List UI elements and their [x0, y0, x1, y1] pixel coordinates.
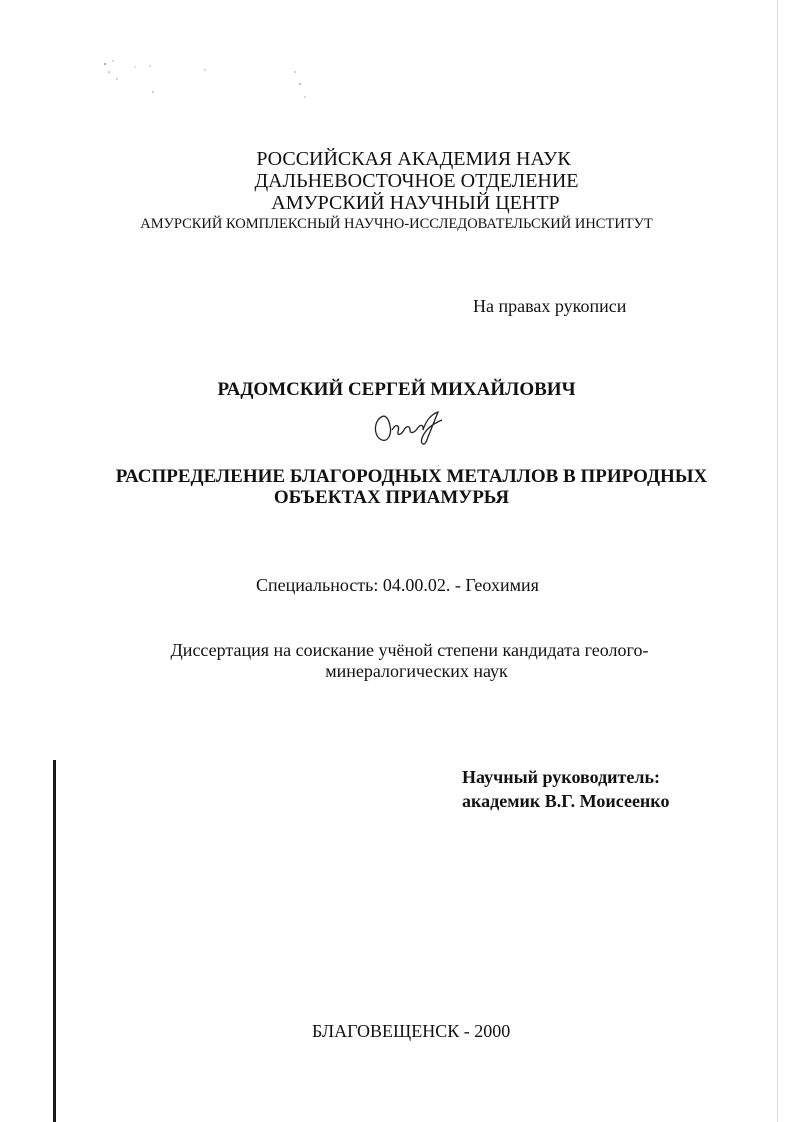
city-year: БЛАГОВЕЩЕНСК - 2000 [312, 1021, 511, 1041]
dissertation-title [0, 466, 793, 508]
institution-line: АМУРСКИЙ КОМПЛЕКСНЫЙ НАУЧНО-ИССЛЕДОВАТЕЛЬСКИЙ ИНСТИТУТ [140, 216, 653, 232]
institution-header [0, 148, 793, 234]
supervisor-name: академик В.Г. Моисеенко [462, 791, 670, 811]
degree-line: Диссертация на соискание учёной степени кандидата геолого- [170, 640, 649, 660]
supervisor-block [462, 765, 669, 813]
degree-line: минералогических наук [325, 661, 508, 681]
institution-line: ДАЛЬНЕВОСТОЧНОЕ ОТДЕЛЕНИЕ [254, 170, 579, 192]
title-line: РАСПРЕДЕЛЕНИЕ БЛАГОРОДНЫХ МЕТАЛЛОВ В ПРИРОДНЫХ [115, 466, 708, 487]
specialty: Специальность: 04.00.02. - Геохимия [256, 575, 539, 595]
scan-noise [95, 52, 325, 112]
degree-statement [0, 640, 793, 682]
manuscript-note: На правах рукописи [473, 296, 627, 316]
scan-edge-bar [53, 760, 56, 1122]
title-line: ОБЪЕКТАХ ПРИАМУРЬЯ [273, 487, 510, 508]
institution-line: РОССИЙСКАЯ АКАДЕМИЯ НАУК [256, 148, 571, 170]
supervisor-label: Научный руководитель: [462, 767, 660, 787]
author-signature [370, 408, 460, 446]
author-name: РАДОМСКИЙ СЕРГЕЙ МИХАЙЛОВИЧ [217, 379, 576, 400]
institution-line: АМУРСКИЙ НАУЧНЫЙ ЦЕНТР [271, 192, 560, 214]
